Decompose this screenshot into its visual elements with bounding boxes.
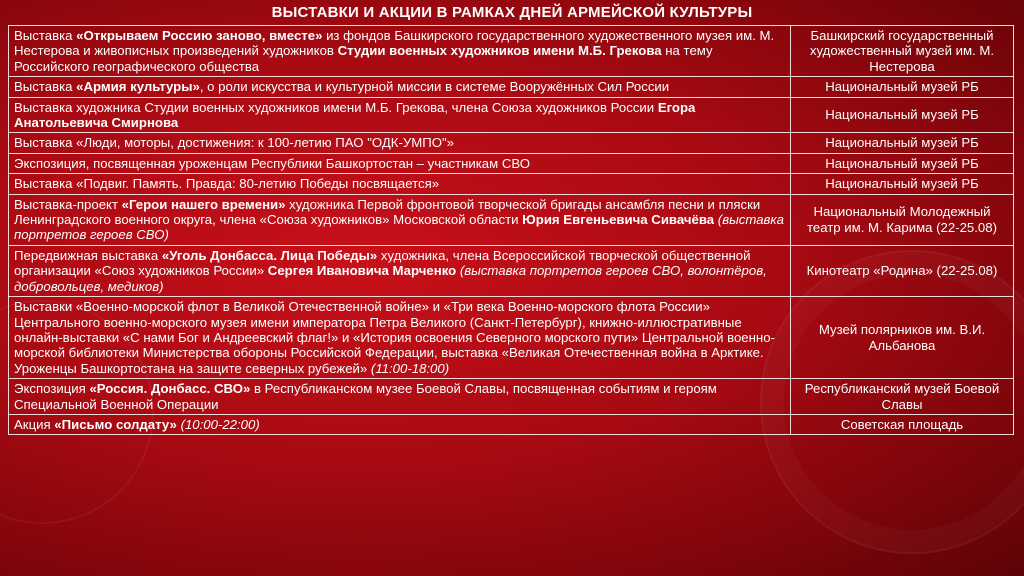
- event-text: Передвижная выставка: [14, 247, 162, 263]
- event-note: (11:00-18:00): [370, 360, 450, 376]
- event-text: из фондов Башкирского государственного художественного музея им. М. Нестерова и живописных произведений художников: [14, 28, 775, 59]
- event-cell: [9, 26, 791, 77]
- event-highlight: «Герои нашего времени»: [121, 196, 286, 212]
- event-highlight: «Письмо солдату»: [54, 416, 177, 432]
- event-highlight: «Открываем Россию заново, вместе»: [76, 28, 323, 43]
- table-row: [9, 153, 1014, 173]
- table-row: [9, 26, 1014, 77]
- venue-cell: Башкирский государственный художественный музей им. М. Нестерова: [791, 26, 1014, 77]
- event-text: Выставка художника Студии военных художников имени М.Б. Грекова, члена Союза художников России: [14, 99, 658, 115]
- venue-cell: Национальный музей РБ: [791, 133, 1014, 153]
- venue-cell: Советская площадь: [791, 414, 1014, 434]
- event-cell: [9, 379, 791, 415]
- event-cell: [9, 97, 791, 133]
- event-note: (выставка портретов героев СВО, волонтёров, добровольцев, медиков): [14, 263, 767, 294]
- event-cell: [9, 194, 791, 245]
- event-note: (выставка портретов героев СВО): [14, 212, 784, 243]
- event-cell: [9, 297, 791, 379]
- event-highlight: Сергея Ивановича Марченко: [267, 263, 457, 279]
- venue-cell: Национальный музей РБ: [791, 153, 1014, 173]
- venue-cell: Кинотеатр «Родина» (22-25.08): [791, 245, 1014, 296]
- event-text: Выставка: [14, 28, 77, 43]
- event-highlight: Юрия Евгеньевича Сивачёва: [522, 212, 715, 228]
- event-highlight: Студии военных художников имени М.Б. Грекова: [337, 43, 662, 59]
- event-cell: [9, 414, 791, 434]
- venue-cell: Национальный музей РБ: [791, 174, 1014, 194]
- event-text: художника, члена Всероссийской творческой общественной организации «Союз художников России»: [14, 247, 751, 279]
- table-row: [9, 133, 1014, 153]
- event-text: Выставки «Военно-морской флот в Великой Отечественной войне» и «Три века Военно-морского флота России» Центрального военно-морского музея имени императора Петра Великого (Санкт-Петербург), книжно-иллюстративные онлайн-выставки «С нами Бог и Андреевский флаг!» и «История освоения Северного морского пути» Центральной военно-морской библиотеки Министерства обороны Российской Федерации, выставка «Великая Отечественная война в Арктике. Уроженцы Башкортостана на защите северных рубежей»: [14, 299, 775, 376]
- event-cell: [9, 245, 791, 296]
- event-cell: [9, 153, 791, 173]
- table-row: [9, 379, 1014, 415]
- event-text: , о роли искусства и культурной миссии в системе Вооружённых Сил России: [199, 79, 670, 95]
- event-text: Выставка: [14, 79, 77, 95]
- event-text: художника Первой фронтовой творческой бригады ансамбля песни и пляски Ленинградского военного округа, члена «Союза художников» Московской области: [14, 196, 761, 228]
- event-highlight: «Армия культуры»: [76, 79, 200, 95]
- event-text: Выставка «Люди, моторы, достижения: к 100-летию ПАО "ОДК-УМПО"»: [14, 135, 454, 151]
- event-highlight: «Уголь Донбасса. Лица Победы»: [161, 247, 378, 263]
- event-text: Акция: [14, 416, 55, 432]
- venue-cell: Республиканский музей Боевой Славы: [791, 379, 1014, 415]
- events-table: [8, 25, 1014, 435]
- event-highlight: «Россия. Донбасс. СВО»: [89, 381, 251, 397]
- venue-cell: Национальный музей РБ: [791, 77, 1014, 97]
- table-row: [9, 297, 1014, 379]
- table-row: [9, 414, 1014, 434]
- venue-cell: Музей полярников им. В.И. Альбанова: [791, 297, 1014, 379]
- event-note: (10:00-22:00): [180, 416, 260, 432]
- event-text: Экспозиция, посвященная уроженцам Республики Башкортостан – участникам СВО: [14, 155, 530, 171]
- event-text: Экспозиция: [14, 381, 90, 397]
- table-row: [9, 77, 1014, 97]
- event-text: Выставка «Подвиг. Память. Правда: 80-летию Победы посвящается»: [14, 176, 440, 192]
- event-cell: [9, 133, 791, 153]
- event-cell: [9, 77, 791, 97]
- event-text: Выставка-проект: [14, 196, 122, 212]
- table-row: [9, 174, 1014, 194]
- event-cell: [9, 174, 791, 194]
- venue-cell: Национальный музей РБ: [791, 97, 1014, 133]
- table-row: [9, 194, 1014, 245]
- event-highlight: Егора Анатольевича Смирнова: [14, 99, 696, 131]
- event-text: в Республиканском музее Боевой Славы, посвященная событиям и героям Специальной Военной Операции: [14, 381, 717, 412]
- table-row: [9, 245, 1014, 296]
- event-text: на тему Российского географического общества: [14, 43, 713, 74]
- venue-cell: Национальный Молодежный театр им. М. Карима (22-25.08): [791, 194, 1014, 245]
- page-title: ВЫСТАВКИ И АКЦИИ В РАМКАХ ДНЕЙ АРМЕЙСКОЙ КУЛЬТУРЫ: [271, 4, 753, 21]
- table-row: [9, 97, 1014, 133]
